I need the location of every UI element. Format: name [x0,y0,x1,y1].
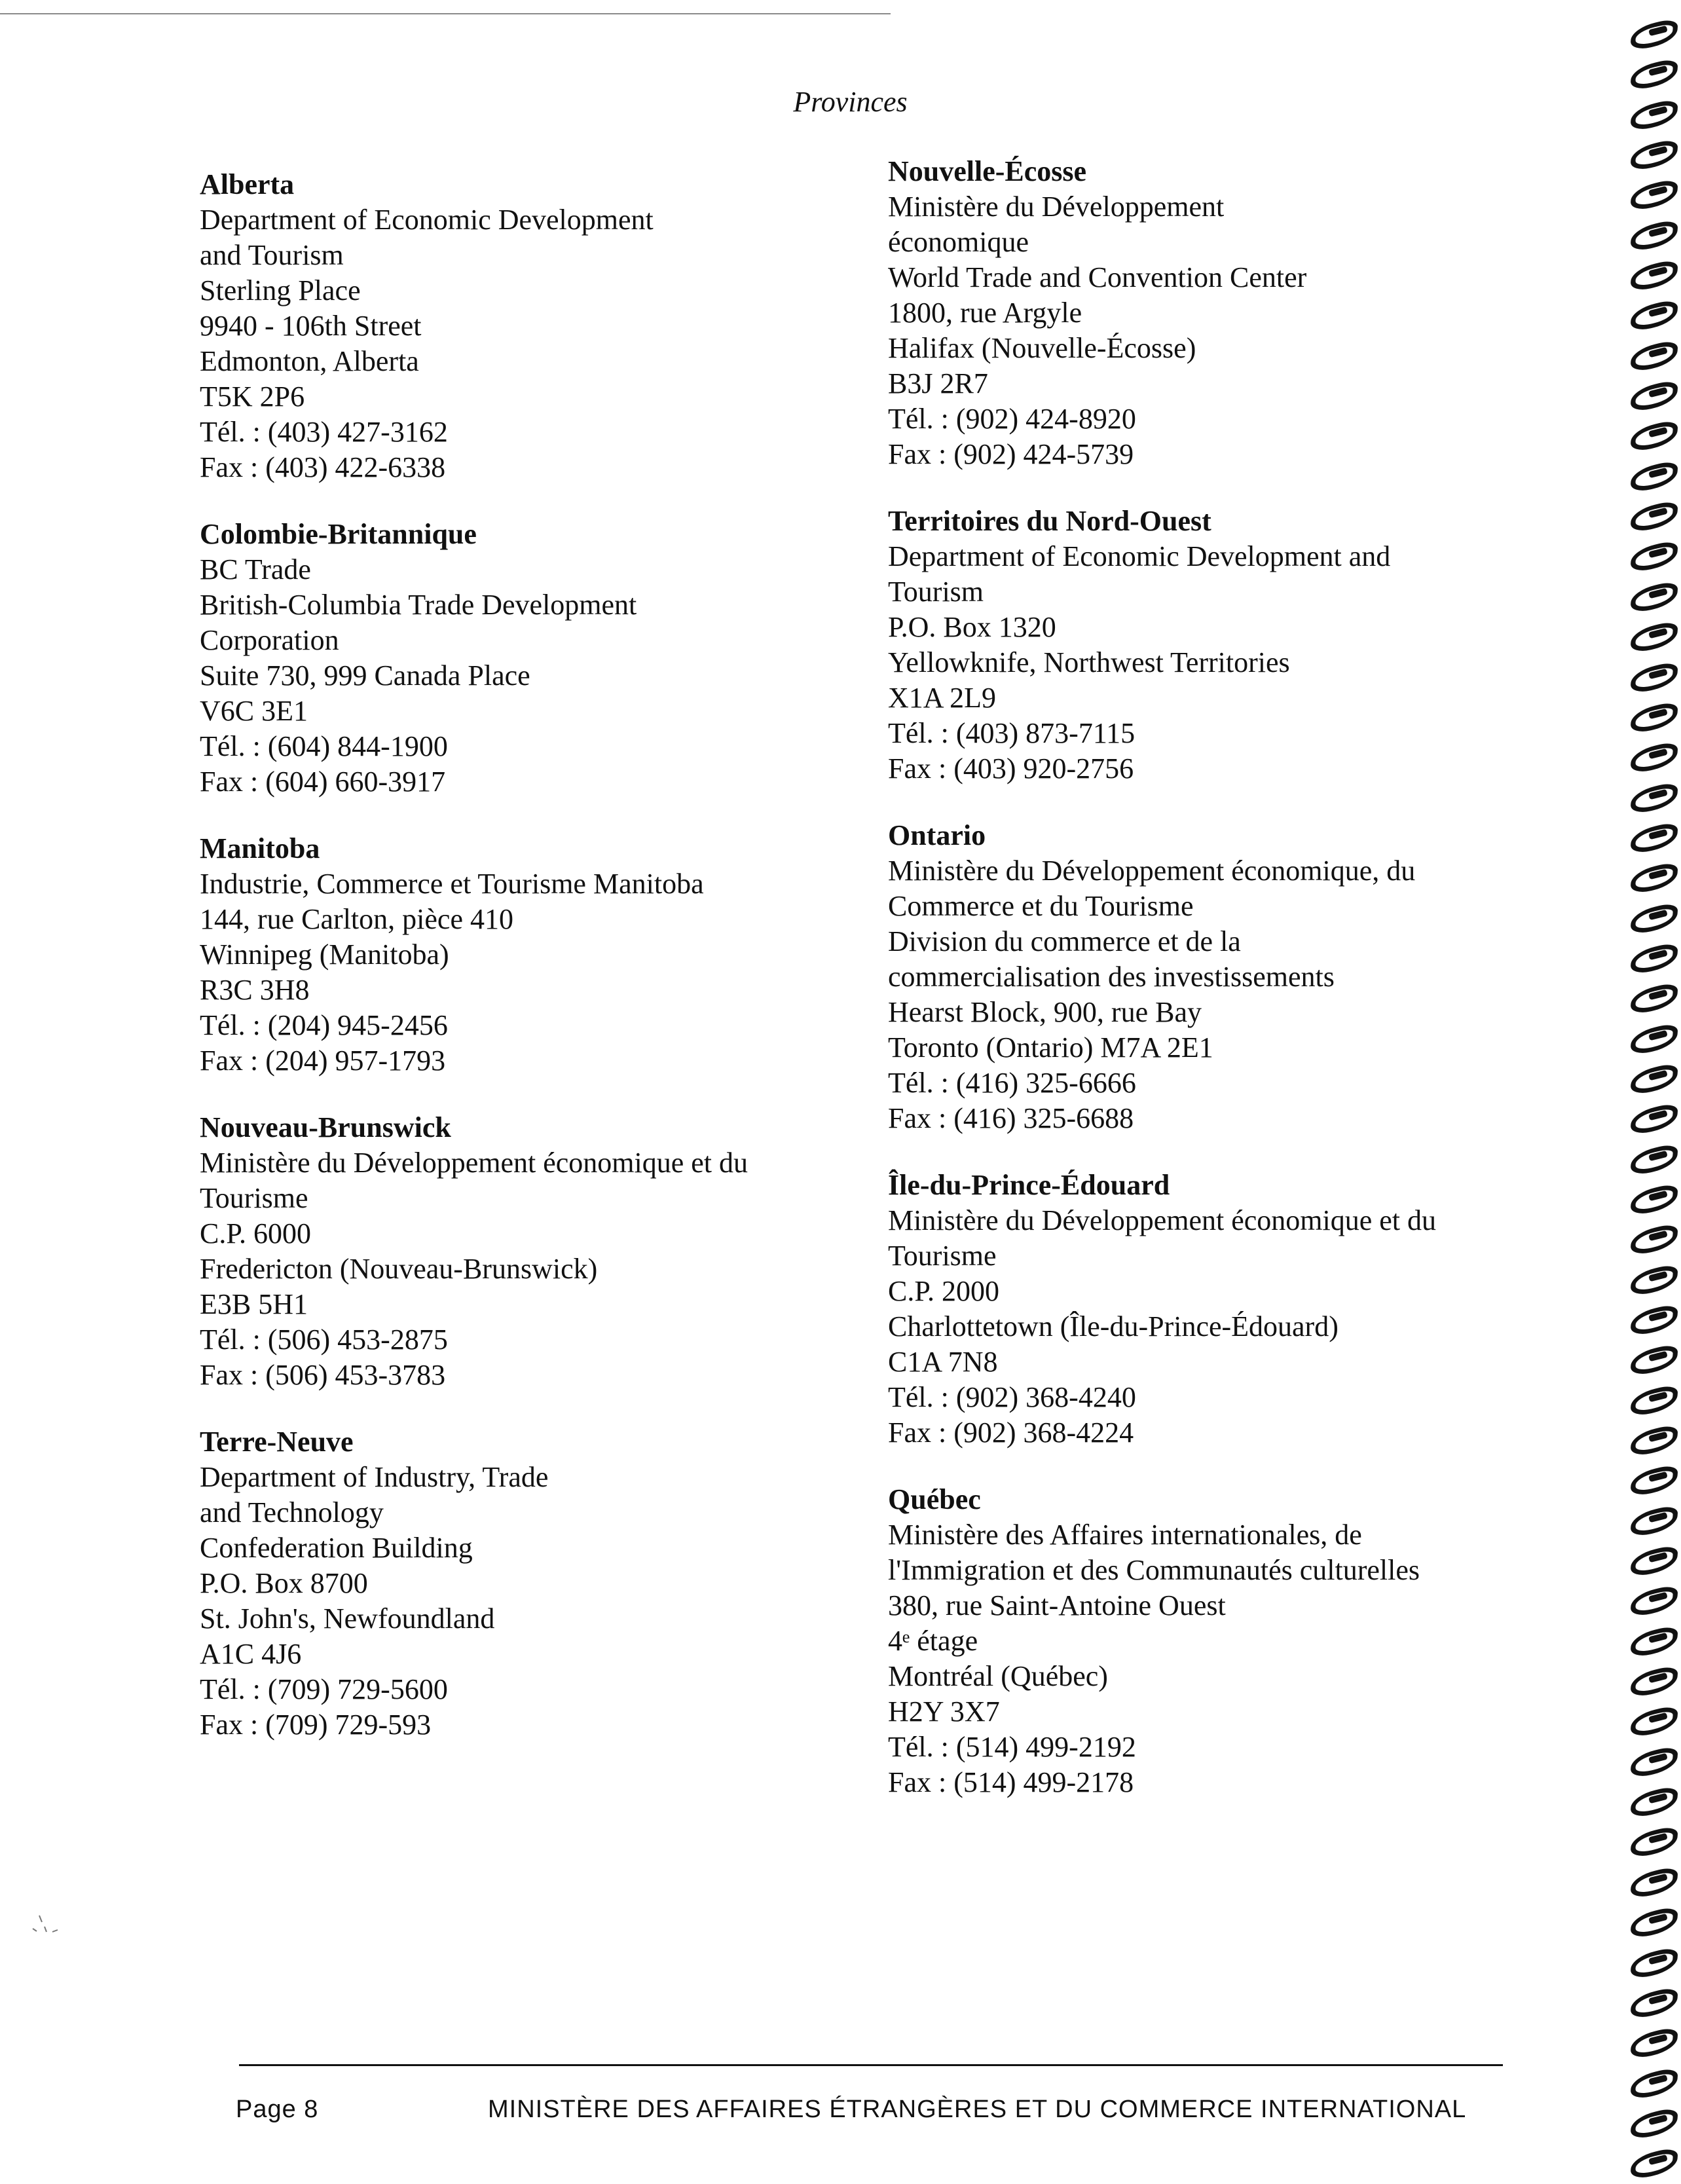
address-line: Department of Economic Development and [888,540,1391,572]
address-line: P.O. Box 1320 [888,611,1056,643]
binding-ring [1629,1627,1671,1652]
address-line: Montréal (Québec) [888,1660,1108,1692]
address-line: and Tourism [200,239,344,271]
binding-ring [1629,2028,1671,2053]
binding-ring [1629,2069,1671,2094]
address-line: 380, rue Saint-Antoine Ouest [888,1589,1226,1621]
address-line: Tél. : (204) 945-2456 [200,1009,448,1041]
address-line: E3B 5H1 [200,1288,308,1320]
binding-ring [1629,1506,1671,1531]
scan-smudge [26,1912,65,1945]
address-line: Confederation Building [200,1532,473,1564]
spiral-binding [1619,20,1681,2174]
address-line: Tél. : (709) 729-5600 [200,1673,448,1705]
binding-ring [1629,1988,1671,2013]
address-line: St. John's, Newfoundland [200,1602,495,1635]
address-line: Department of Economic Development [200,204,654,236]
province-name: Nouvelle-Écosse [888,155,1087,187]
address-line: Fax : (902) 368-4224 [888,1416,1134,1449]
address-line: Tél. : (514) 499-2192 [888,1731,1136,1763]
top-rule [0,13,891,14]
binding-ring [1629,863,1671,888]
address-line: l'Immigration et des Communautés culturelles [888,1554,1420,1586]
address-line: R3C 3H8 [200,974,310,1006]
address-line: X1A 2L9 [888,682,996,714]
address-line: Hearst Block, 900, rue Bay [888,996,1202,1028]
address-line: Fax : (506) 453-3783 [200,1359,446,1391]
address-line: Fax : (709) 729-593 [200,1709,432,1741]
binding-ring [1629,743,1671,768]
address-line: Toronto (Ontario) M7A 2E1 [888,1031,1213,1064]
binding-ring [1629,1787,1671,1812]
address-line: 4ᵉ étage [888,1625,978,1657]
binding-ring [1629,100,1671,125]
binding-ring [1629,1667,1671,1692]
address-line: Ministère du Développement économique et du [888,1204,1436,1236]
address-line: Sterling Place [200,274,361,306]
footer-rule [239,2064,1503,2066]
address-line: Ministère du Développement économique, du [888,855,1416,887]
address-line: Division du commerce et de la [888,925,1241,957]
address-line: Tél. : (403) 873-7115 [888,717,1136,749]
address-line: Corporation [200,624,339,656]
binding-ring [1629,1426,1671,1451]
address-line: Charlottetown (Île-du-Prince-Édouard) [888,1310,1339,1342]
binding-ring [1629,1024,1671,1049]
province-name: Colombie-Britannique [200,518,477,550]
address-line: commercialisation des investissements [888,961,1335,993]
binding-ring [1629,462,1671,487]
address-line: Tél. : (902) 368-4240 [888,1381,1136,1413]
binding-ring [1629,261,1671,286]
left-column [200,167,855,1774]
address-line: Fax : (902) 424-5739 [888,438,1134,470]
province-name: Terre-Neuve [200,1426,354,1458]
binding-ring [1629,381,1671,406]
address-line: Yellowknife, Northwest Territories [888,646,1290,678]
binding-ring [1629,1827,1671,1852]
address-line: C.P. 6000 [200,1217,311,1249]
binding-ring [1629,1466,1671,1490]
address-line: 1800, rue Argyle [888,297,1082,329]
address-line: Tél. : (403) 427-3162 [200,416,448,448]
binding-ring [1629,1747,1671,1772]
address-line: économique [888,226,1029,258]
address-line: Fax : (403) 422-6338 [200,451,446,483]
binding-ring [1629,1225,1671,1249]
address-line: H2Y 3X7 [888,1695,1000,1728]
province-name: Manitoba [200,832,320,864]
binding-ring [1629,984,1671,1009]
address-line: Tél. : (902) 424-8920 [888,403,1136,435]
address-line: V6C 3E1 [200,695,308,727]
binding-ring [1629,341,1671,366]
province-entry [888,818,1510,1136]
binding-ring [1629,1908,1671,1933]
address-line: Fredericton (Nouveau-Brunswick) [200,1253,598,1285]
province-entry [200,1110,855,1393]
address-line: Fax : (403) 920-2756 [888,752,1134,785]
province-entry [888,154,1510,472]
province-name: Territoires du Nord-Ouest [888,505,1211,537]
address-line: Department of Industry, Trade [200,1461,549,1493]
page-title: Provinces [793,86,908,118]
binding-ring [1629,1305,1671,1330]
address-line: Suite 730, 999 Canada Place [200,659,530,692]
province-name: Nouveau-Brunswick [200,1111,451,1143]
province-entry [200,167,855,485]
binding-ring [1629,2149,1671,2174]
address-line: A1C 4J6 [200,1638,302,1670]
address-line: Halifax (Nouvelle-Écosse) [888,332,1196,364]
binding-ring [1629,622,1671,647]
address-line: Tourisme [888,1240,997,1272]
footer-ministry: MINISTÈRE DES AFFAIRES ÉTRANGÈRES ET DU COMMERCE INTERNATIONAL [488,2096,1467,2123]
address-line: Edmonton, Alberta [200,345,419,377]
province-entry [200,1424,855,1743]
binding-ring [1629,1185,1671,1210]
province-entry [888,1482,1510,1800]
province-name: Ontario [888,819,986,851]
binding-ring [1629,1386,1671,1411]
address-line: BC Trade [200,553,311,585]
binding-ring [1629,1145,1671,1170]
address-line: P.O. Box 8700 [200,1567,368,1599]
province-entry [200,517,855,800]
address-line: and Technology [200,1496,384,1528]
binding-ring [1629,1707,1671,1731]
binding-ring [1629,1586,1671,1611]
province-entry [888,504,1510,787]
binding-ring [1629,1868,1671,1893]
province-name: Île-du-Prince-Édouard [888,1169,1170,1201]
binding-ring [1629,944,1671,969]
province-entry [200,831,855,1079]
binding-ring [1629,1948,1671,1973]
binding-ring [1629,703,1671,728]
binding-ring [1629,1064,1671,1089]
province-name: Alberta [200,168,295,200]
address-line: 9940 - 106th Street [200,310,422,342]
address-line: Tourisme [200,1182,308,1214]
address-line: T5K 2P6 [200,380,305,413]
address-line: Tél. : (506) 453-2875 [200,1323,448,1356]
address-line: B3J 2R7 [888,367,988,399]
address-line: Winnipeg (Manitoba) [200,938,449,971]
address-line: Fax : (514) 499-2178 [888,1766,1134,1798]
address-line: C.P. 2000 [888,1275,999,1307]
address-line: Ministère du Développement économique et du [200,1147,748,1179]
page-number: Page 8 [236,2096,319,2123]
address-line: Commerce et du Tourisme [888,890,1194,922]
binding-ring [1629,301,1671,325]
address-line: World Trade and Convention Center [888,261,1307,293]
binding-ring [1629,2109,1671,2134]
address-line: British-Columbia Trade Development [200,589,637,621]
binding-ring [1629,1546,1671,1571]
address-line: Ministère du Développement [888,191,1225,223]
address-line: Ministère des Affaires internationales, de [888,1519,1362,1551]
binding-ring [1629,20,1671,45]
binding-ring [1629,140,1671,165]
binding-ring [1629,421,1671,446]
address-line: 144, rue Carlton, pièce 410 [200,903,513,935]
binding-ring [1629,1104,1671,1129]
binding-ring [1629,502,1671,527]
binding-ring [1629,60,1671,84]
binding-ring [1629,823,1671,848]
binding-ring [1629,904,1671,929]
address-line: C1A 7N8 [888,1346,998,1378]
address-line: Tourism [888,576,984,608]
address-line: Tél. : (416) 325-6666 [888,1067,1136,1099]
right-column [888,154,1510,1832]
binding-ring [1629,180,1671,205]
address-line: Fax : (204) 957-1793 [200,1045,446,1077]
binding-ring [1629,221,1671,246]
address-line: Tél. : (604) 844-1900 [200,730,448,762]
binding-ring [1629,1265,1671,1290]
binding-ring [1629,783,1671,808]
province-entry [888,1168,1510,1451]
binding-ring [1629,1345,1671,1370]
binding-ring [1629,663,1671,688]
binding-ring [1629,582,1671,607]
address-line: Fax : (604) 660-3917 [200,766,446,798]
address-line: Industrie, Commerce et Tourisme Manitoba [200,868,704,900]
province-name: Québec [888,1483,981,1515]
address-line: Fax : (416) 325-6688 [888,1102,1134,1134]
binding-ring [1629,542,1671,566]
